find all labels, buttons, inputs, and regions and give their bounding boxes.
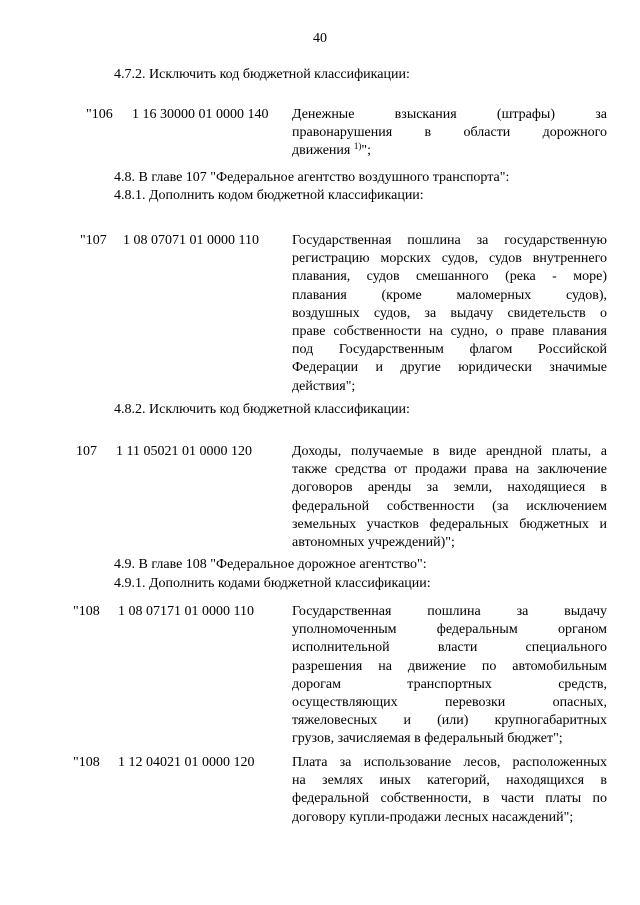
- description-line: федеральной собственности, в части платы по: [292, 791, 607, 807]
- description-line: земельных участков федеральных бюджетных и: [292, 516, 607, 532]
- instruction-4-8-2: 4.8.2. Исключить код бюджетной классификации:: [114, 402, 410, 417]
- instruction-4-8: 4.8. В главе 107 "Федеральное агентство воздушного транспорта":: [114, 170, 510, 185]
- description-text: движения: [292, 143, 354, 159]
- instruction-4-9: 4.9. В главе 108 "Федеральное дорожное агентство":: [114, 557, 427, 572]
- budget-classification-code: 1 12 04021 01 0000 120: [118, 755, 255, 770]
- description-line: правонарушения в области дорожного: [292, 125, 607, 141]
- description-line: федеральной собственности (за исключением: [292, 498, 607, 514]
- description-line: Плата за использование лесов, расположенных: [292, 755, 607, 770]
- description-line: осуществляющих перевозки опасных,: [292, 695, 607, 711]
- page-number: 40: [313, 31, 327, 46]
- instruction-4-8-1: 4.8.1. Дополнить кодом бюджетной классификации:: [114, 188, 424, 203]
- description-line: плавания, судов смешанного (река - море): [292, 269, 607, 285]
- description-line: праве собственности на судно, о праве плавания: [292, 324, 607, 340]
- instruction-4-9-1: 4.9.1. Дополнить кодами бюджетной классификации:: [114, 576, 431, 591]
- description-line: [292, 142, 607, 160]
- description-line: Доходы, получаемые в виде арендной платы, а: [292, 444, 607, 459]
- chapter-code: 107: [76, 444, 97, 459]
- code-description: [292, 443, 607, 552]
- code-description: [292, 603, 607, 749]
- chapter-code: "108: [73, 755, 100, 770]
- chapter-code: "107: [80, 233, 107, 248]
- description-line: действия";: [292, 378, 356, 394]
- description-text: ";: [361, 143, 371, 159]
- footnote-marker: 1): [353, 141, 362, 152]
- description-line: уполномоченным федеральным органом: [292, 622, 607, 638]
- budget-classification-code: 1 11 05021 01 0000 120: [116, 444, 252, 459]
- description-line: договоров аренды за земли, находящиеся в: [292, 480, 607, 496]
- description-line: Федерации и другие юридически значимые: [292, 360, 607, 376]
- description-line: исполнительной власти специального: [292, 640, 607, 656]
- description-line: тяжеловесных и (или) крупногабаритных: [292, 713, 607, 729]
- description-line: Денежные взыскания (штрафы) за: [292, 107, 607, 122]
- description-line: разрешения на движение по автомобильным: [292, 658, 607, 674]
- code-description: [292, 754, 607, 827]
- code-description: [292, 106, 607, 161]
- budget-classification-code: 1 08 07171 01 0000 110: [118, 604, 254, 619]
- description-line: автономных учреждений)";: [292, 535, 455, 551]
- budget-classification-code: 1 08 07071 01 0000 110: [123, 233, 259, 248]
- instruction-4-7-2: 4.7.2. Исключить код бюджетной классификации:: [114, 67, 410, 82]
- description-line: грузов, зачисляемая в федеральный бюджет";: [292, 731, 563, 747]
- description-line: Государственная пошлина за государственную: [292, 233, 607, 248]
- budget-classification-code: 1 16 30000 01 0000 140: [132, 107, 269, 122]
- chapter-code: "106: [86, 107, 113, 122]
- description-line: регистрацию морских судов, судов внутреннего: [292, 251, 607, 267]
- description-line: дорогам транспортных средств,: [292, 676, 607, 692]
- description-line: воздушных судов, за выдачу свидетельств о: [292, 305, 607, 321]
- description-line: также средства от продажи права на заключение: [292, 462, 607, 478]
- description-line: договору купли-продажи лесных насаждений";: [292, 809, 574, 825]
- description-line: на землях иных категорий, находящихся в: [292, 773, 607, 789]
- description-line: Государственная пошлина за выдачу: [292, 604, 607, 619]
- description-line: плавания (кроме маломерных судов),: [292, 287, 607, 303]
- chapter-code: "108: [73, 604, 100, 619]
- description-line: под Государственным флагом Российской: [292, 342, 607, 358]
- code-description: [292, 232, 607, 396]
